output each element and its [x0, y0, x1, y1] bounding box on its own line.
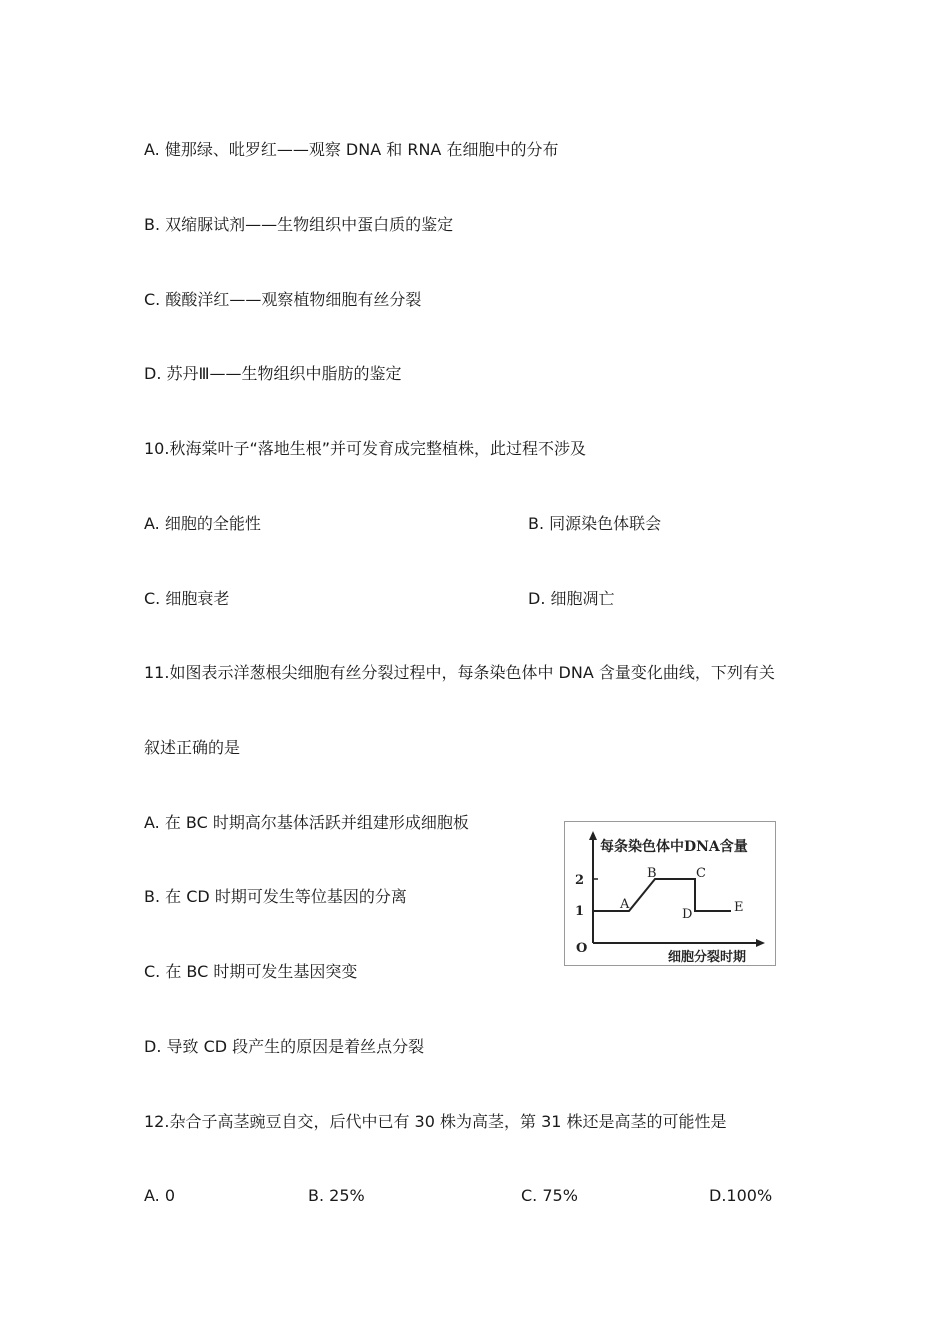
dna-content-graph [565, 822, 775, 965]
q11-option-b: B. 在 CD 时期可发生等位基因的分离 [144, 887, 407, 906]
y-axis-title: 每条染色体中DNA含量 [600, 839, 748, 855]
y-tick-label-1: 1 [575, 904, 585, 919]
q10-stem: 10.秋海棠叶子“落地生根”并可发育成完整植株，此过程不涉及 [144, 439, 587, 458]
dna-curve [593, 879, 731, 911]
x-axis-title: 细胞分裂时期 [668, 950, 747, 965]
q11-stem-line1: 11.如图表示洋葱根尖细胞有丝分裂过程中，每条染色体中 DNA 含量变化曲线，下列有关 [144, 663, 775, 682]
point-e-label: E [734, 900, 744, 915]
q9-option-b: B. 双缩脲试剂——生物组织中蛋白质的鉴定 [144, 215, 454, 234]
q10-option-c: C. 细胞衰老 [144, 589, 230, 608]
q10-option-a: A. 细胞的全能性 [144, 514, 261, 533]
q11-stem-line2: 叙述正确的是 [144, 738, 241, 757]
q12-option-c: C. 75% [521, 1186, 578, 1205]
point-c-label: C [696, 866, 706, 881]
q9-option-a: A. 健那绿、吡罗红——观察 DNA 和 RNA 在细胞中的分布 [144, 140, 559, 159]
q10-option-b: B. 同源染色体联会 [528, 514, 662, 533]
q11-option-d: D. 导致 CD 段产生的原因是着丝点分裂 [144, 1037, 425, 1056]
y-axis-arrow [589, 831, 597, 840]
q12-option-b: B. 25% [308, 1186, 365, 1205]
point-d-label: D [682, 907, 693, 922]
q12-stem: 12.杂合子高茎豌豆自交，后代中已有 30 株为高茎，第 31 株还是高茎的可能性是 [144, 1112, 727, 1131]
q12-option-d: D.100% [709, 1186, 773, 1205]
q12-option-a: A. 0 [144, 1186, 176, 1205]
origin-label: O [576, 941, 588, 956]
q10-option-d: D. 细胞凋亡 [528, 589, 615, 608]
q11-option-c: C. 在 BC 时期可发生基因突变 [144, 962, 358, 981]
q9-option-d: D. 苏丹Ⅲ——生物组织中脂肪的鉴定 [144, 364, 402, 383]
point-b-label: B [647, 866, 657, 881]
x-axis-arrow [756, 939, 765, 947]
y-tick-label-2: 2 [575, 873, 585, 888]
dna-content-figure [564, 821, 776, 966]
q11-option-a: A. 在 BC 时期高尔基体活跃并组建形成细胞板 [144, 813, 469, 832]
q9-option-c: C. 酸酸洋红——观察植物细胞有丝分裂 [144, 290, 422, 309]
point-a-label: A [620, 897, 630, 912]
